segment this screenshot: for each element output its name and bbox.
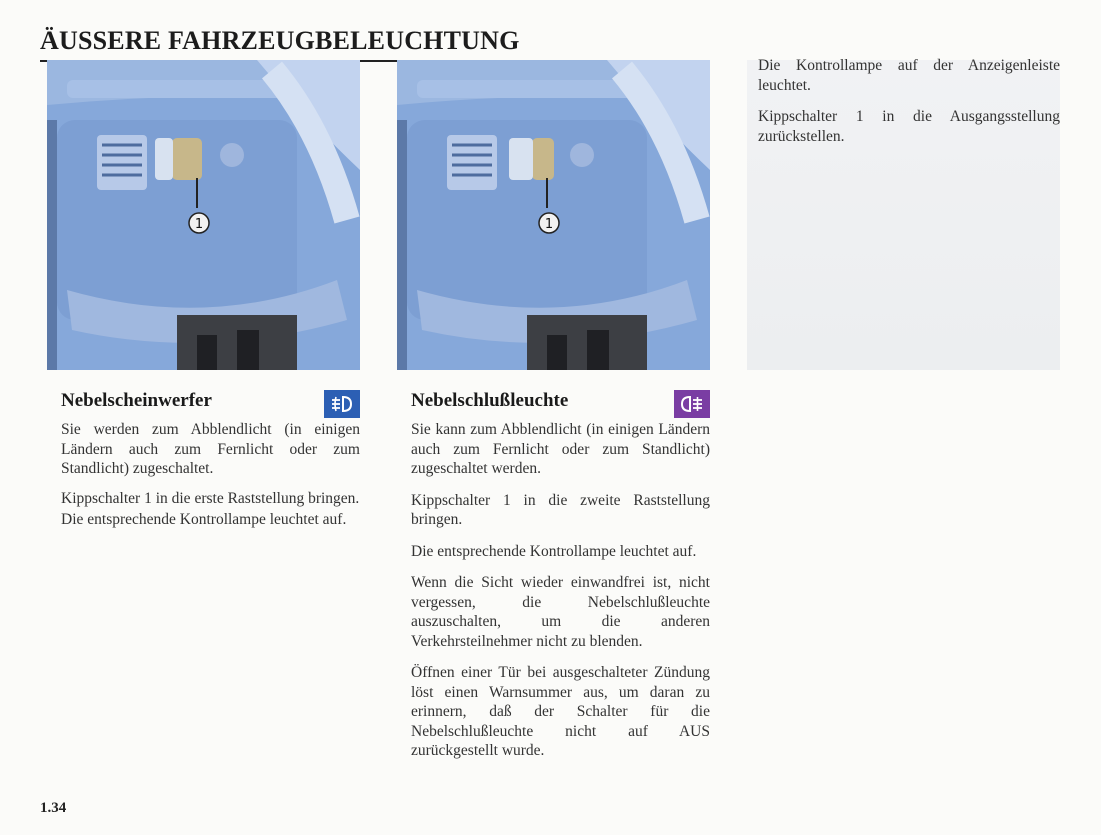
callout-number-1: 1 [544,217,554,232]
section-heading: Nebelscheinwerfer [61,390,212,411]
paragraph: Sie kann zum Abblendlicht (in einigen Ländern auch zum Fernlicht oder zum Standlicht) zugeschaltet werden. [411,421,710,477]
dashboard-photo-rear-fog-light [397,60,710,370]
paragraph: Wenn die Sicht wieder einwandfrei ist, nicht vergessen, die Nebelschlußleuchte auszuschalten, um die anderen Verkehrsteilnehmer nicht zu blenden. [411,574,710,650]
paragraph: Sie werden zum Abblendlicht (in einigen Ländern auch zum Fernlicht oder zum Standlicht) zugeschaltet. [61,421,360,477]
page-title: ÄUSSERE FAHRZEUGBELEUCHTUNG [40,26,520,55]
front-fog-light-icon [324,390,360,418]
dashboard-photo-fog-light [47,60,360,370]
section-heading: Nebelschlußleuchte [411,390,569,411]
paragraph: Die Kontrollampe auf der Anzeigenleiste leuchtet. [758,57,1060,94]
section-fog-lights [61,390,360,542]
paragraph: Öffnen einer Tür bei ausgeschalteter Zündung löst einen Warnsummer aus, um daran zu erinnern, daß der Schalter für die Nebelschlußleuchte nicht auf AUS zurückgestellt wurde. [411,664,710,759]
paragraph: Die entsprechende Kontrollampe leuchtet auf. [61,511,347,528]
paragraph: Kippschalter 1 in die zweite Raststellung bringen. [411,491,710,528]
section-rear-fog-light [411,390,710,773]
section-heading-row [61,390,360,420]
paragraph: Kippschalter 1 in die Ausgangsstellung zurückstellen. [758,108,1060,145]
section-heading-row [411,390,710,420]
paragraph: Die entsprechende Kontrollampe leuchtet auf. [411,542,697,560]
page-number: 1.34 [40,800,67,816]
rear-fog-light-icon [674,390,710,418]
section-switch-off [758,56,1060,158]
paragraph: Kippschalter 1 in die erste Raststellung bringen. [61,489,360,507]
callout-number-1: 1 [194,217,204,232]
